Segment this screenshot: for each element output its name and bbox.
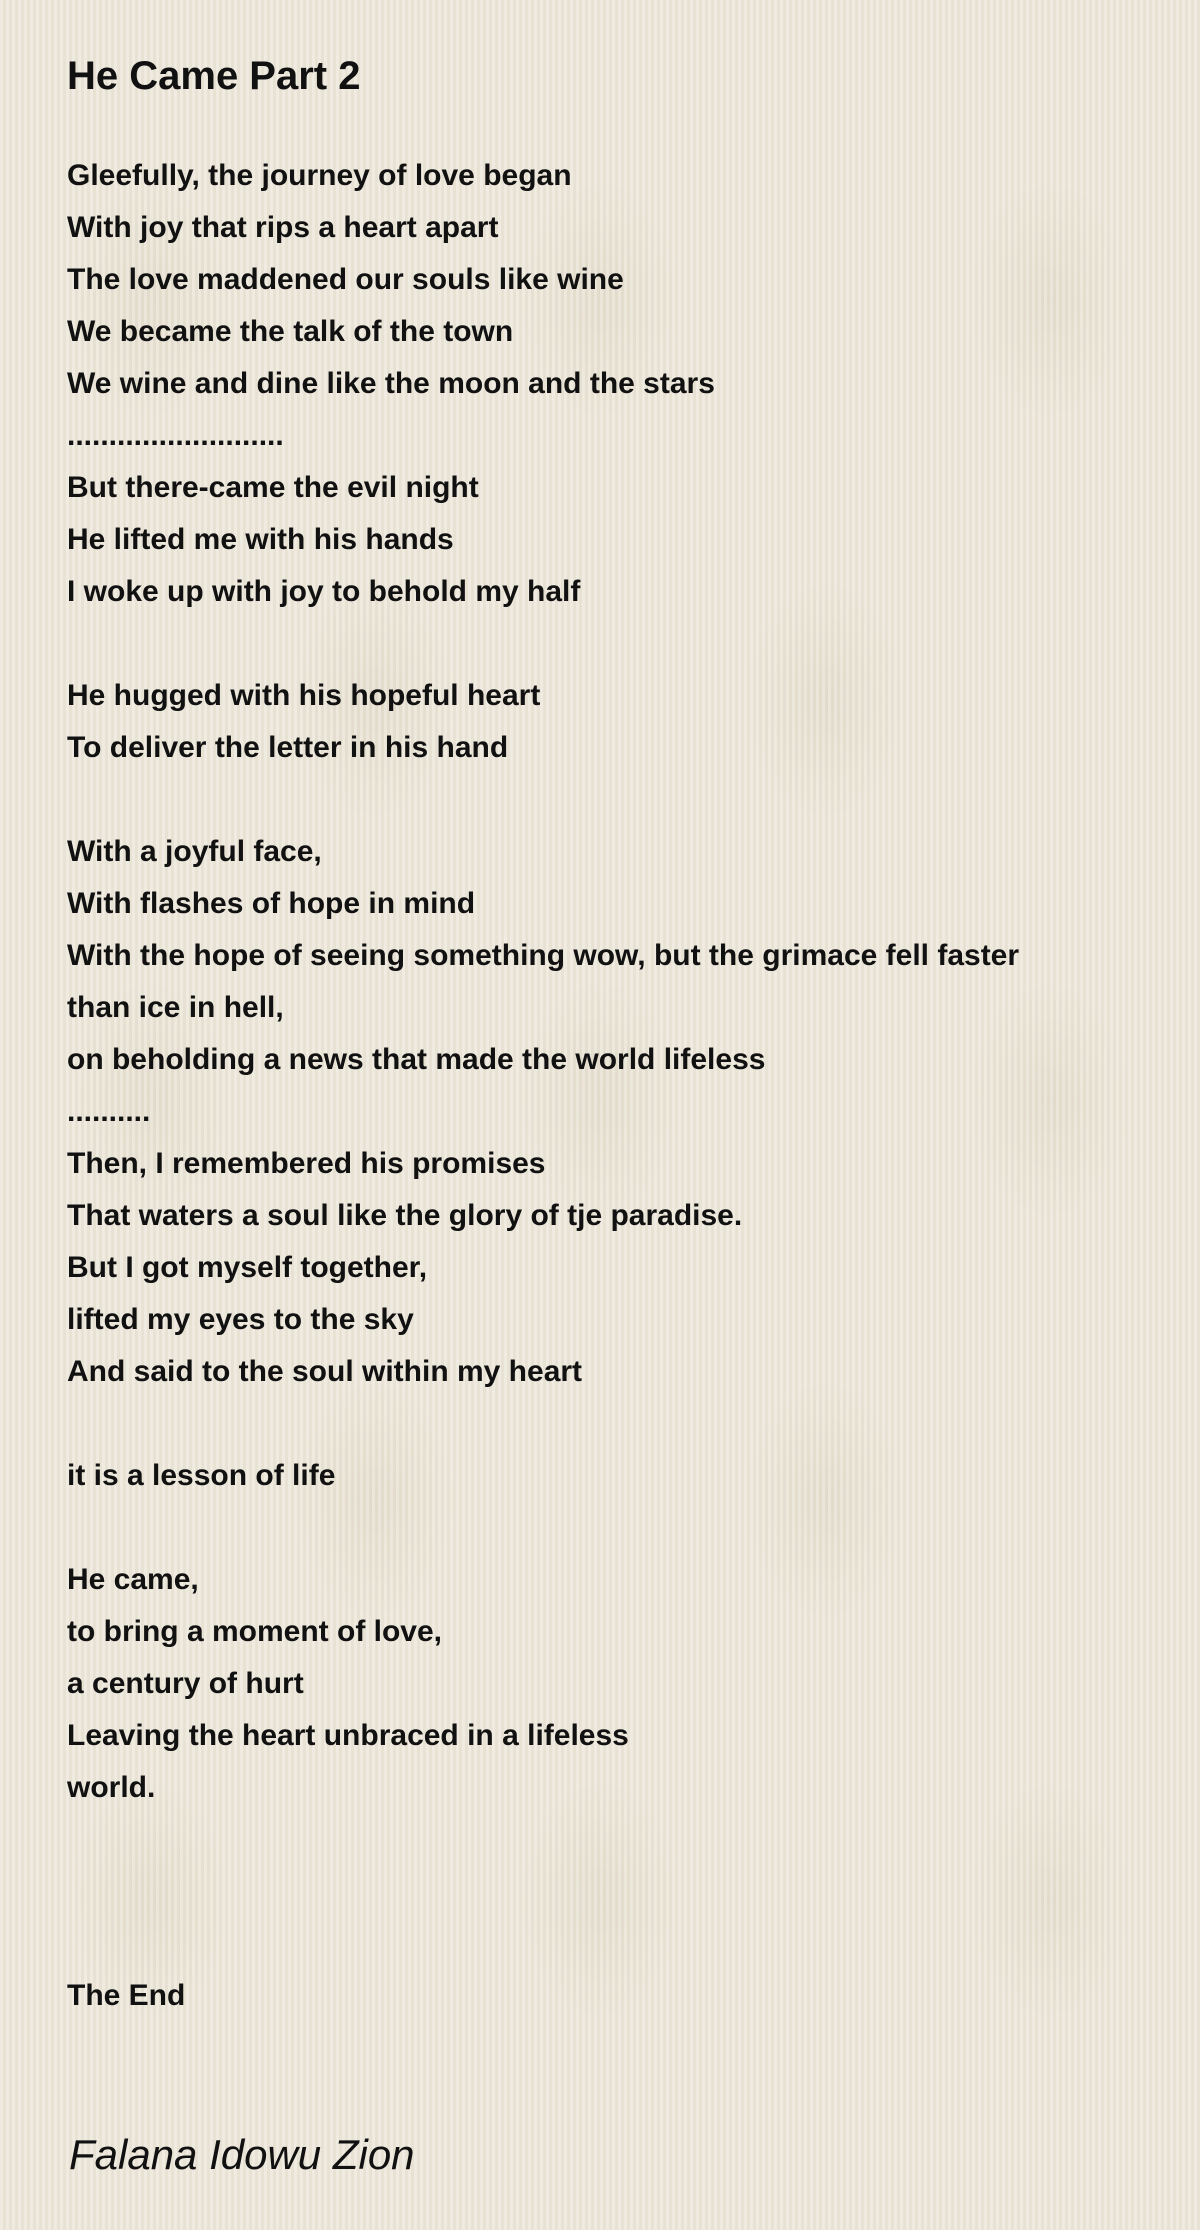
- poem-line: The End: [67, 1979, 186, 2012]
- poem-line: He lifted me with his hands: [67, 523, 454, 556]
- poem-line: Gleefully, the journey of love began: [67, 159, 572, 192]
- poem-blank-line: [67, 618, 1147, 670]
- poem-blank-line: [67, 1918, 1147, 1970]
- poem-blank-line: [67, 1866, 1147, 1918]
- poem-line: But there-came the evil night: [67, 471, 479, 504]
- poem-line: With joy that rips a heart apart: [67, 211, 499, 244]
- poem-title: He Came Part 2: [67, 54, 361, 98]
- poem-line: a century of hurt: [67, 1667, 304, 1700]
- poem-line: lifted my eyes to the sky: [67, 1303, 414, 1336]
- poem-line: With the hope of seeing something wow, but the grimace fell faster: [67, 939, 1020, 972]
- poem-body: [67, 150, 1147, 2022]
- poem-line: The love maddened our souls like wine: [67, 263, 624, 296]
- poem-line: ..........: [67, 1095, 151, 1128]
- poem-line: to bring a moment of love,: [67, 1615, 443, 1648]
- poem-blank-line: [67, 1814, 1147, 1866]
- poem-line: He hugged with his hopeful heart: [67, 679, 541, 712]
- poem-line: ..........................: [67, 419, 284, 452]
- poem-line: To deliver the letter in his hand: [67, 731, 509, 764]
- poem-line: That waters a soul like the glory of tje paradise.: [67, 1199, 743, 1232]
- poem-blank-line: [67, 1502, 1147, 1554]
- poem-line: With flashes of hope in mind: [67, 887, 476, 920]
- poem-line: on beholding a news that made the world lifeless: [67, 1043, 766, 1076]
- poem-line: But I got myself together,: [67, 1251, 428, 1284]
- poem-line: world.: [67, 1771, 156, 1804]
- poem-line: Leaving the heart unbraced in a lifeless: [67, 1719, 629, 1752]
- poem-line: We became the talk of the town: [67, 315, 514, 348]
- poem-blank-line: [67, 774, 1147, 826]
- poem-line: it is a lesson of life: [67, 1459, 336, 1492]
- poem-line: We wine and dine like the moon and the stars: [67, 367, 715, 400]
- poem-author: Falana Idowu Zion: [69, 2131, 415, 2178]
- poem-blank-line: [67, 1398, 1147, 1450]
- poem-line: Then, I remembered his promises: [67, 1147, 546, 1180]
- poem-line: With a joyful face,: [67, 835, 322, 868]
- poem-line: And said to the soul within my heart: [67, 1355, 583, 1388]
- poem-line: than ice in hell,: [67, 991, 284, 1024]
- poem-line: He came,: [67, 1563, 199, 1596]
- poem-line: I woke up with joy to behold my half: [67, 575, 581, 608]
